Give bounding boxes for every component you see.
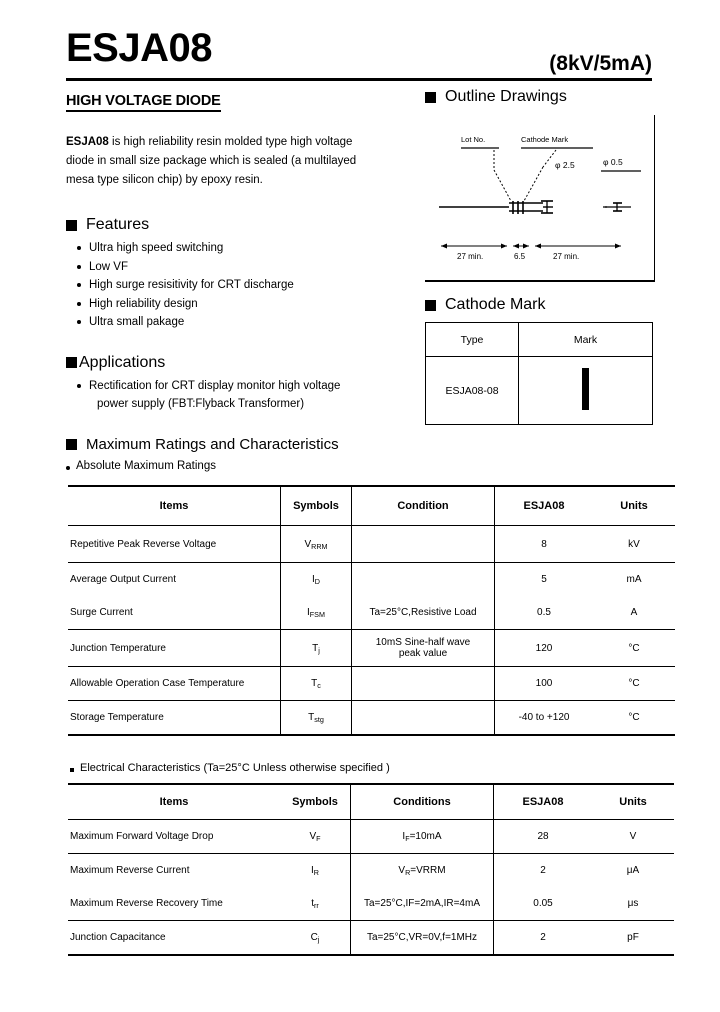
left-column [66, 92, 406, 472]
symbol-subscript: c [317, 681, 321, 690]
list-item [76, 258, 406, 277]
drawing-label-body-diameter [555, 160, 575, 170]
feature-label: High surge resisitivity for CRT discharge [89, 279, 294, 291]
ratings-symbol [281, 701, 352, 736]
symbol-subscript: D [314, 577, 320, 586]
elec-item: Maximum Reverse Recovery Time [68, 887, 280, 921]
ratings-units: A [593, 596, 675, 630]
symbol-base: V [304, 538, 312, 550]
feature-label: Low VF [89, 260, 128, 273]
ratings-header-value: ESJA08 [495, 486, 594, 526]
elec-value: 2 [540, 865, 546, 876]
elec-condition: Ta=25°C,IF=2mA,IR=4mA [351, 887, 494, 921]
ratings-symbol [281, 526, 352, 563]
drawing-label-lot-no: Lot No. [461, 135, 486, 144]
table-row [68, 854, 674, 888]
symbol-subscript: j [317, 935, 320, 944]
phi-symbol: φ [555, 160, 561, 170]
electrical-characteristics-label: Electrical Characteristics (Ta=25°C Unless otherwise specified ) [70, 762, 390, 774]
symbol-base: C [310, 932, 318, 943]
cathode-header-type: Type [426, 323, 519, 357]
symbol-base: I [307, 607, 310, 618]
elec-symbol [280, 854, 351, 888]
condition-post: =10mA [409, 831, 442, 842]
table-row [426, 357, 653, 425]
table-row [68, 563, 675, 597]
elec-value: 28 [494, 820, 593, 854]
ratings-item: Repetitive Peak Reverse Voltage [68, 526, 281, 563]
condition-subscript: F [405, 834, 410, 843]
electrical-characteristics-table [68, 783, 674, 956]
elec-condition [351, 854, 494, 888]
ratings-condition [352, 563, 495, 597]
square-bullet-icon [66, 220, 77, 231]
table-row [68, 887, 674, 921]
feature-label: Ultra high speed switching [89, 242, 224, 254]
ratings-header-units: Units [593, 486, 675, 526]
cathode-type-value: ESJA08-08 [426, 357, 519, 425]
ratings-units: °C [593, 667, 675, 701]
ratings-value: 5 [541, 574, 547, 585]
elec-value: 2 [494, 921, 593, 956]
applications-heading [66, 354, 406, 372]
table-row [68, 701, 675, 736]
symbol-subscript: rr [313, 901, 319, 910]
elec-condition [351, 820, 494, 854]
ratings-header-condition: Condition [352, 486, 495, 526]
cathode-mark-heading [425, 296, 655, 314]
elec-header-units: Units [592, 784, 674, 820]
symbol-base: T [308, 712, 315, 723]
absolute-max-ratings-label: Absolute Maximum Ratings [66, 460, 406, 472]
elec-units: μA [626, 865, 640, 876]
cathode-mark-heading-label: Cathode Mark [445, 296, 546, 313]
ratings-units: mA [626, 574, 642, 585]
table-row [68, 667, 675, 701]
body-diameter-value: 2.5 [562, 160, 575, 170]
symbol-base: T [311, 678, 318, 689]
drawing-dim-left: 27 min. [457, 252, 484, 261]
elec-symbol [280, 820, 351, 854]
elec-units: pF [592, 921, 674, 956]
table-header-row [68, 784, 674, 820]
outline-drawings-heading-label: Outline Drawings [445, 88, 567, 105]
description-text: is high reliability resin molded type high voltage diode in small size package which is sealed (a multilayed mesa type silicon chip) by epoxy resin. [66, 136, 357, 186]
ratings-condition-line1: 10mS Sine-half wave [375, 637, 471, 648]
condition-post: =VRRM [410, 865, 446, 876]
symbol-base: V [309, 831, 317, 842]
ratings-header-symbols: Symbols [281, 486, 352, 526]
right-column [425, 88, 655, 425]
outline-drawing-box [425, 115, 655, 282]
absolute-maximum-ratings-table [68, 485, 675, 736]
drawing-label-cathode-mark: Cathode Mark [521, 135, 569, 144]
ratings-units: kV [593, 526, 675, 563]
symbol-subscript: R [313, 868, 319, 877]
elec-value: 0.05 [494, 887, 593, 921]
elec-symbol [280, 921, 351, 956]
feature-label: High reliability design [89, 297, 198, 310]
cathode-bar-icon [582, 368, 589, 410]
features-list [66, 239, 406, 332]
symbol-base: I [312, 574, 315, 585]
elec-units: μs [592, 887, 674, 921]
max-ratings-heading [66, 436, 406, 454]
application-label-cont: power supply (FBT:Flyback Transformer) [97, 398, 305, 410]
ratings-item: Storage Temperature [68, 701, 281, 736]
applications-list [66, 377, 406, 414]
ratings-item: Surge Current [68, 596, 281, 630]
elec-header-value: ESJA08 [494, 784, 593, 820]
elec-header-conditions: Conditions [351, 784, 494, 820]
drawing-label-lead-diameter [603, 157, 623, 167]
max-ratings-heading-label: Maximum Ratings and Characteristics [86, 435, 339, 453]
condition-subscript: R [405, 868, 411, 877]
ratings-item: Average Output Current [68, 563, 281, 597]
cathode-mark-table [425, 322, 653, 425]
table-header-row [426, 323, 653, 357]
outline-drawings-heading [425, 88, 655, 106]
ratings-header-items: Items [68, 486, 281, 526]
ratings-value: -40 to +120 [495, 701, 594, 736]
ratings-symbol [281, 630, 352, 667]
symbol-base: T [312, 642, 319, 654]
symbol-subscript: FSM [309, 610, 325, 619]
condition-base: V [398, 865, 406, 876]
drawing-dim-body: 6.5 [514, 252, 526, 261]
square-bullet-icon [66, 357, 77, 368]
elec-item: Maximum Reverse Current [70, 865, 190, 876]
elec-header-symbols: Symbols [280, 784, 351, 820]
applications-heading-label: Applications [79, 353, 166, 371]
drawing-dim-right: 27 min. [553, 252, 580, 261]
elec-symbol [280, 887, 351, 921]
square-bullet-icon [425, 300, 436, 311]
application-label: Rectification for CRT display monitor high voltage [89, 379, 341, 392]
ratings-value: 8 [495, 526, 594, 563]
features-heading [66, 216, 406, 234]
square-bullet-icon [66, 439, 77, 450]
product-description [66, 133, 382, 190]
condition-base: I [402, 831, 406, 842]
table-row [68, 820, 674, 854]
ratings-condition: Ta=25°C,Resistive Load [352, 596, 495, 630]
description-part-name: ESJA08 [66, 136, 109, 148]
elec-item: Maximum Forward Voltage Drop [68, 820, 280, 854]
ratings-value: 120 [495, 630, 594, 667]
table-row [68, 596, 675, 630]
ratings-condition [352, 667, 495, 701]
symbol-subscript: F [316, 834, 321, 843]
list-item [76, 276, 406, 295]
part-rating-label: (8kV/5mA) [549, 52, 652, 75]
cathode-header-mark: Mark [519, 323, 653, 357]
ratings-symbol [281, 563, 352, 597]
features-heading-label: Features [86, 216, 150, 233]
table-row [68, 921, 674, 956]
ratings-value: 0.5 [495, 596, 594, 630]
elec-header-items: Items [68, 784, 280, 820]
symbol-subscript: j [318, 645, 320, 655]
feature-label: Ultra small pakage [89, 316, 185, 328]
elec-condition: Ta=25°C,VR=0V,f=1MHz [351, 921, 494, 956]
list-item [76, 239, 406, 258]
table-row [68, 630, 675, 667]
list-item [76, 313, 406, 332]
ratings-item: Allowable Operation Case Temperature [68, 667, 281, 701]
symbol-subscript: RRM [311, 541, 328, 551]
list-item [76, 295, 406, 314]
ratings-symbol [281, 596, 352, 630]
ratings-units: °C [593, 701, 675, 736]
page-header [66, 28, 652, 81]
ratings-item: Junction Temperature [68, 630, 281, 667]
table-row [68, 526, 675, 563]
table-header-row [68, 486, 675, 526]
phi-symbol: φ [603, 157, 609, 167]
page-title: ESJA08 [66, 26, 212, 70]
symbol-subscript: stg [314, 715, 324, 724]
lead-diameter-value: 0.5 [610, 157, 623, 167]
elec-units: V [592, 820, 674, 854]
ratings-condition [352, 701, 495, 736]
elec-item: Junction Capacitance [68, 921, 280, 956]
ratings-units: °C [593, 630, 675, 667]
product-subtitle: HIGH VOLTAGE DIODE [66, 93, 221, 112]
square-bullet-icon [425, 92, 436, 103]
ratings-value: 100 [495, 667, 594, 701]
list-item [76, 377, 406, 414]
symbol-base: I [311, 865, 314, 876]
ratings-condition-line2: peak value [398, 648, 448, 659]
cathode-mark-cell [519, 357, 653, 425]
symbol-base: t [311, 898, 314, 909]
ratings-condition [352, 630, 495, 667]
ratings-condition [352, 526, 495, 563]
ratings-symbol [281, 667, 352, 701]
